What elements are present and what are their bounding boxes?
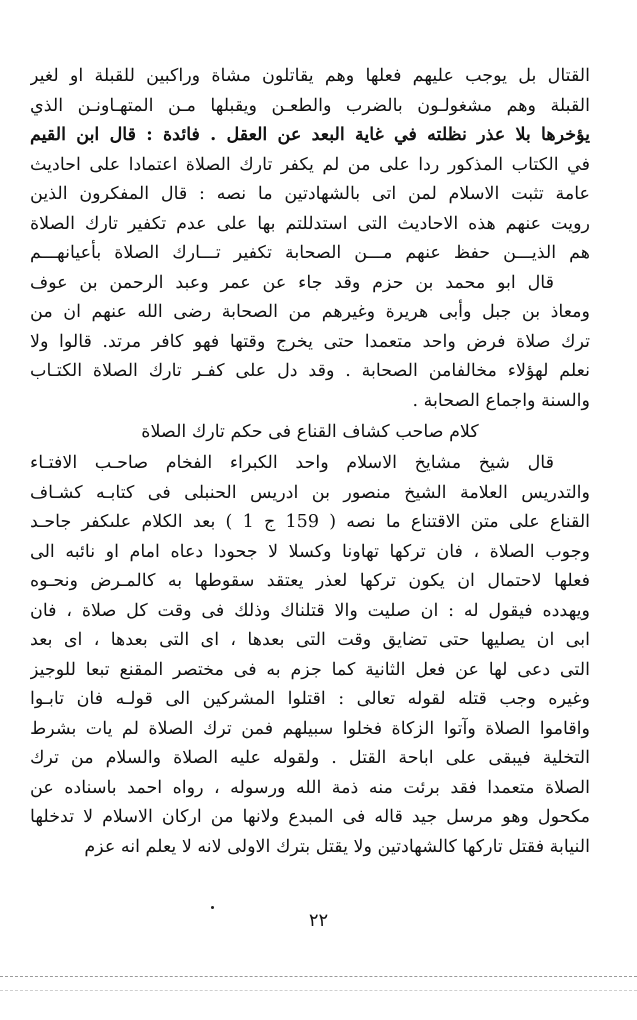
text-line: الصلاة متعمدا فقد برئت منه ذمة الله ورسوله ، رواه احمد باسناده عن <box>30 777 590 798</box>
text-line: ترك صلاة فرض واحد متعمدا حتى يخرج وقتها فهو كافر مرتد. قالوا ولا <box>30 331 590 352</box>
text-line: وجوب الصلاة ، فان تركها تهاونا وكسلا لا جحودا دعاه امام او نائبه الى <box>30 541 590 562</box>
text-line: يؤخرها بلا عذر نظلته في غاية البعد عن العقل . فائدة : قال ابن القيم <box>30 125 590 145</box>
ink-speck <box>211 906 214 909</box>
text-line: التى دعى لها عن فعل الثانية كما جزم به فى مختصر المقنع تبعا للوجيز <box>30 659 590 680</box>
page-number: ٢٢ <box>308 910 329 931</box>
text-line: ويهدده فيقول له : ان صليت والا قتلناك وذلك فى وقت كل صلاة ، فان <box>30 600 590 621</box>
text-line: والتدريس العلامة الشيخ منصور بن ادريس الحنبلى فى كتابـه كشـاف <box>30 482 590 503</box>
text-line: ومعاذ بن جبل وأبى هريرة وغيرهم من الصحابة رضى الله عنهم ان من <box>30 302 590 322</box>
text-line: التخلية فيبقى على اباحة القتل . ولقوله عليه الصلاة والسلام من ترك <box>30 748 590 768</box>
text-line: وغيره وجب قتله لقوله تعالى : اقتلوا المشركين الى قولـه فان تابـوا <box>30 689 590 709</box>
paragraph-kashshaf-al-qina <box>30 449 590 862</box>
text-line: فعلها لاحتمال ان يكون تركها لعذر يعتقد سقوطها به كالمـرض ونحـوه <box>30 571 590 591</box>
text-line: قال شيخ مشايخ الاسلام واحد الكبراء الفخام صاحـب الافتـاء <box>30 453 554 473</box>
text-line: ابى ان يصليها حتى تضايق وقت التى بعدها ، اى التى بعدها ، اى بعد <box>30 630 590 650</box>
text-line: مكحول وهو مرسل جيد قاله فى المبدع ولانها من اركان الاسلام لا تدخلها <box>30 807 590 827</box>
text-line: هم الذيـــن حفظ عنهم مـــن الصحابة تكفير تـــارك الصلاة بأعيانهـــم <box>30 243 590 263</box>
text-line: القبلة وهم مشغولـون بالضرب والطعـن ويقبلها مـن المتهـاونـن الذي <box>30 95 590 116</box>
text-line: قال ابو محمد بن حزم وقد جاء عن عمر وعبد الرحمن بن عوف <box>30 272 554 293</box>
text-line: القتال بل يوجب عليهم فعلها وهم يقاتلون مشاة وراكبين للقبلة او لغير <box>30 66 590 86</box>
text-line: رويت عنهم هذه الاحاديث التى استدللتم بها على عدم تكفير تارك الصلاة <box>30 213 590 234</box>
section-heading: كلام صاحب كشاف القناع فى حكم تارك الصلاة <box>141 422 479 442</box>
text-line: في الكتاب المذكور ردا على من لم يكفر تارك الصلاة اعتمادا على احاديث <box>30 154 590 175</box>
text-line: والسنة واجماع الصحابة . <box>412 390 590 411</box>
text-line: عامة تثبت الاسلام لمن اتى بالشهادتين ما نصه : قال المفكرون الذين <box>30 184 590 204</box>
text-line: النيابة فقتل تاركها كالشهادتين ولا يقتل بترك الاولى لانه لا يعلم انه عزم <box>84 836 590 857</box>
scan-edge-line <box>0 976 637 977</box>
scan-edge-line <box>0 990 637 991</box>
paragraph-ibn-qayyim <box>30 62 590 416</box>
text-line: نعلم لهؤلاء مخالفامن الصحابة . وقد دل على كفـر تارك الصلاة الكتـاب <box>30 361 590 381</box>
text-line: القناع على متن الاقتناع ما نصه ( 159 ج 1 ) بعد الكلام علىكفر جاحـد <box>30 512 590 532</box>
text-line: واقاموا الصلاة وآتوا الزكاة فخلوا سبيلهم فمن ترك الصلاة لم يات بشرط <box>30 718 590 739</box>
